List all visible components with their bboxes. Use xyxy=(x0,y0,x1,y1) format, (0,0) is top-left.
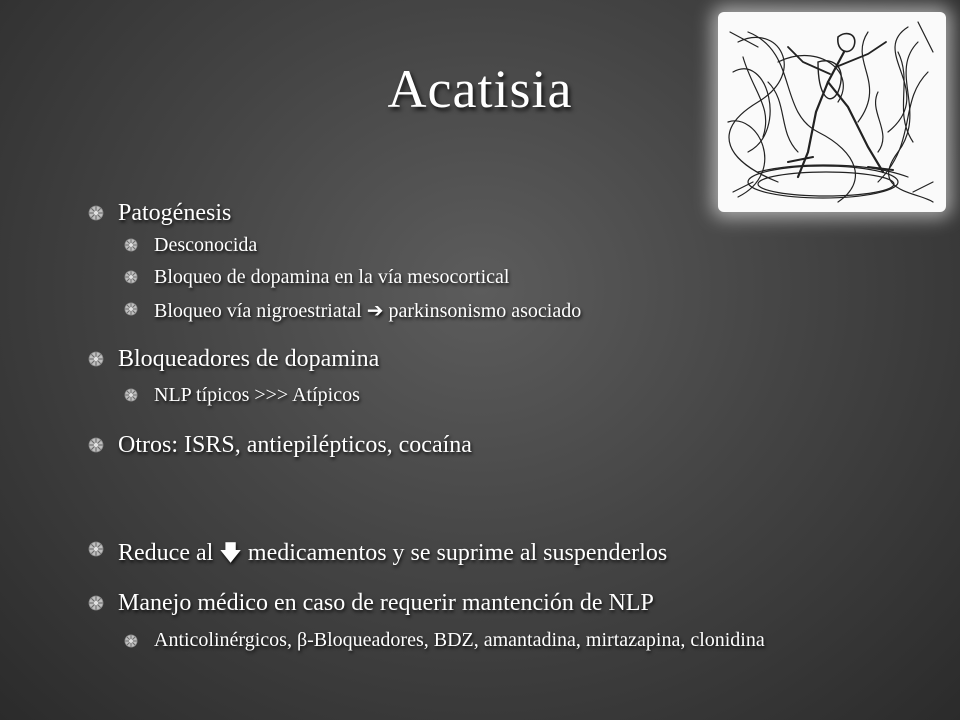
wheel-bullet-icon xyxy=(124,270,138,284)
bullet-text-group xyxy=(118,536,667,574)
bullet-text-after: medicamentos y se suprime al suspenderlos xyxy=(241,540,668,566)
wheel-bullet-icon xyxy=(124,302,138,316)
wheel-bullet-icon xyxy=(88,351,104,367)
bullet-text: Bloqueo vía nigroestriatal xyxy=(154,300,362,322)
wheel-bullet-icon xyxy=(88,541,104,557)
bullet-text: Anticolinérgicos, β-Bloqueadores, BDZ, amantadina, mirtazapina, clonidina xyxy=(154,629,765,651)
bullet-text: Patogénesis xyxy=(118,200,232,226)
wheel-bullet-icon xyxy=(88,437,104,453)
bullet-text: Manejo médico en caso de requerir mantención de NLP xyxy=(118,590,654,616)
wheel-bullet-icon xyxy=(124,634,138,648)
slide-title: Acatisia xyxy=(387,59,573,119)
bullet-text: Reduce al xyxy=(118,540,220,566)
wheel-bullet-icon xyxy=(124,388,138,402)
bullet-text: NLP típicos >>> Atípicos xyxy=(154,384,360,406)
bullet-text: Desconocida xyxy=(154,234,258,256)
wheel-bullet-icon xyxy=(88,595,104,611)
wheel-bullet-icon xyxy=(124,238,138,252)
right-arrow-icon: ➔ xyxy=(366,300,384,322)
wheel-bullet-icon xyxy=(88,205,104,221)
bullet-text: Bloqueo de dopamina en la vía mesocortical xyxy=(154,266,510,288)
down-arrow-icon: 🡇 xyxy=(219,541,242,566)
bullet-text: Bloqueadores de dopamina xyxy=(118,346,380,372)
bullet-text: Otros: ISRS, antiepilépticos, cocaína xyxy=(118,432,472,458)
bullet-text-group xyxy=(154,298,581,323)
bullet-text-after: parkinsonismo asociado xyxy=(383,300,582,322)
